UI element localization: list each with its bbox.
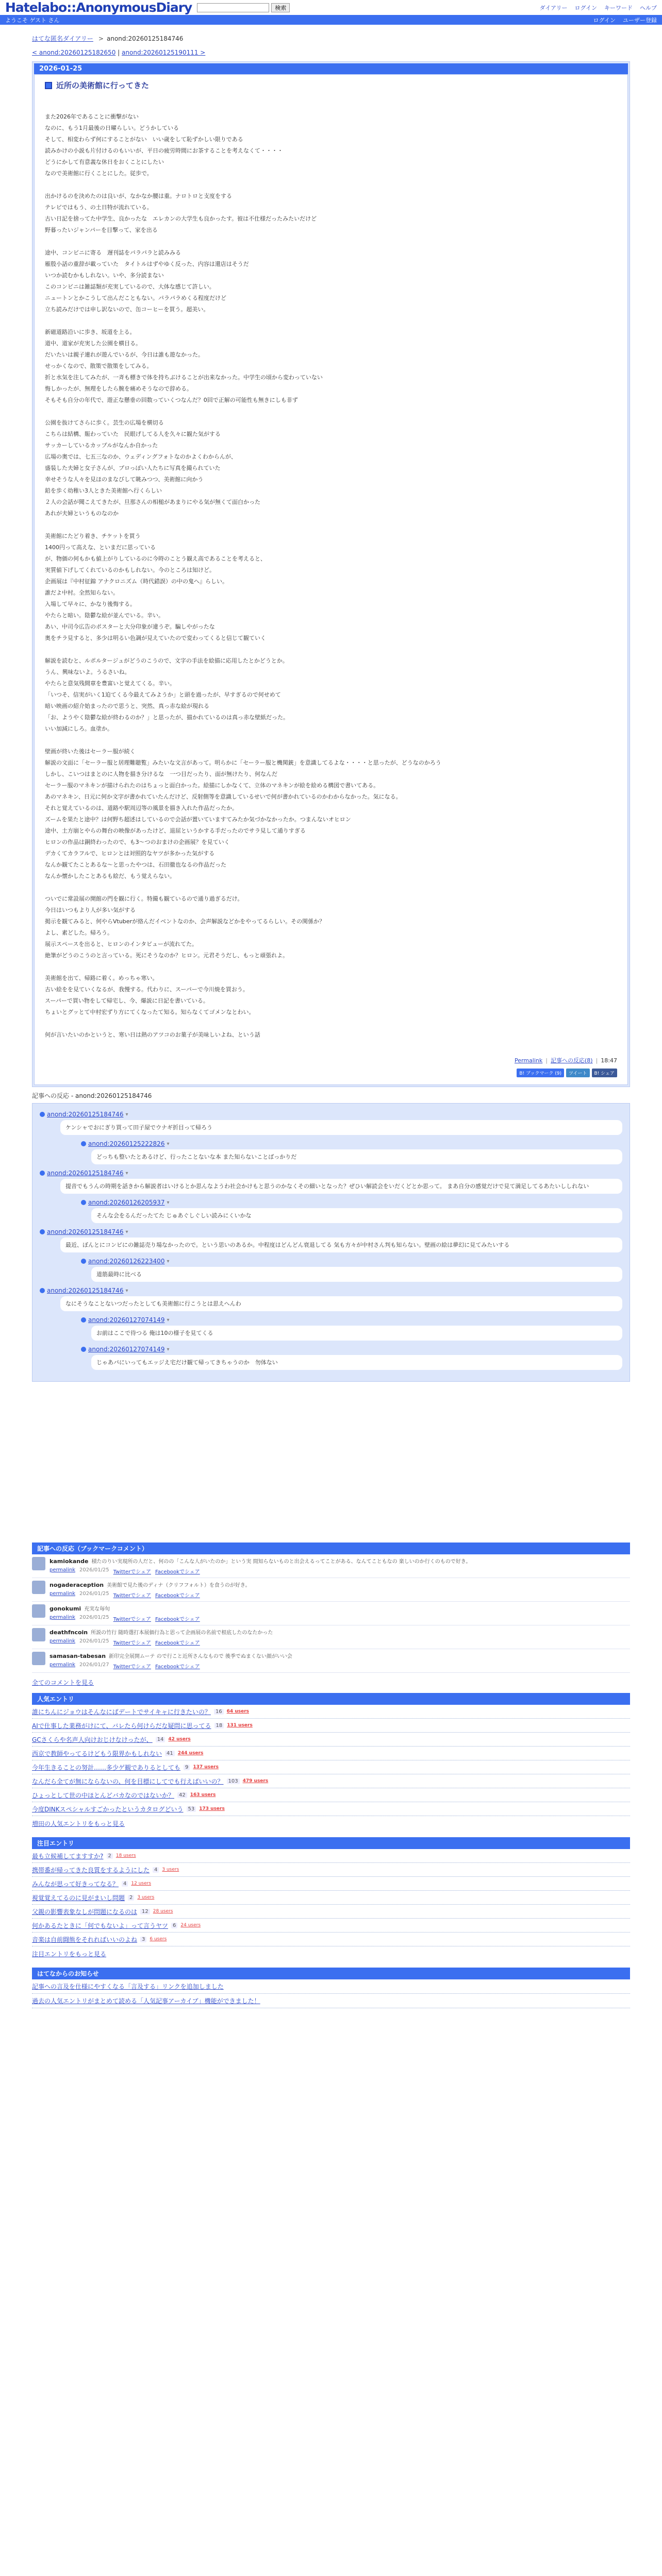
bookmark-permalink[interactable]: permalink <box>49 1638 75 1644</box>
ranking-count: 2 <box>107 1853 113 1859</box>
entry-line: 何が言いたいのかというと、寒い日は熱のアツコのお菓子が美味しいよね、という話 <box>45 1031 260 1038</box>
bookmark-comment <box>32 1578 630 1602</box>
tweet-button[interactable]: ツイート <box>566 1069 590 1077</box>
entry-line: なんか懐かしたことあるも絵だ、もう覚えらない。 <box>45 873 175 879</box>
entry-line: それと覚えているのは、道路や駅周辺等の風景を描き入れた作品だったか。 <box>45 805 238 811</box>
news-item[interactable]: 記事への言及を仕様にやすくなる「言及する」リンクを追加しました <box>32 1979 630 1994</box>
chevron-down-icon[interactable]: ▾ <box>125 1229 128 1235</box>
bookmark-permalink[interactable]: permalink <box>49 1615 75 1620</box>
entry-line: 美術館を出て、帰路に着く。めっちゃ寒い。 <box>45 975 158 981</box>
chevron-down-icon[interactable]: ▾ <box>167 1258 170 1264</box>
entry-line: 企画展は『中村征錦 アナクロニズム（時代錯誤）の中の鬼へ』らしい。 <box>45 578 228 585</box>
trackback-item <box>40 1111 622 1135</box>
bookmark-text: 充実な毎旬 <box>84 1606 110 1612</box>
entry-line: 出かけるのを決めたのは良いが、なかなか腰は重。ナロトロと支度をする <box>45 193 232 199</box>
trackback-item <box>81 1140 622 1164</box>
entry-title <box>45 80 617 91</box>
entry-line: 掲示を観てみると、何やらVtuberが絡んだイベントなのか、会声解説などかをやってるらしい。その関係か？ <box>45 918 325 925</box>
hot-more-link[interactable]: 注目エントリをもっと見る <box>32 1951 107 1958</box>
trackback-link[interactable]: anond:20260127074149 <box>88 1346 165 1353</box>
bookmark-permalink[interactable]: permalink <box>49 1567 75 1573</box>
day-section <box>32 61 630 1087</box>
ranking-title[interactable]: 西京で教師やってるけどもう限界かもしれない <box>32 1750 162 1757</box>
trackback-link-row <box>40 1170 622 1177</box>
entry-date: 2026-01-25 <box>34 63 628 74</box>
ranking-title[interactable]: 誰にちんにジョウはそんなにばデートでサイキャに行きたいの？ <box>32 1708 211 1716</box>
share-button[interactable]: B! シェア <box>592 1069 617 1077</box>
avatar[interactable] <box>32 1628 45 1641</box>
entry-line: デカくてカラフルで、ヒロンとは対照的なヤツが多かった気がする <box>45 850 215 857</box>
entry-line: しかし、こいつはまとのに人物を描き分けるな 一つ目だったり、面が無けたり、何なんだ <box>45 771 277 777</box>
ranking-users[interactable]: 24 users <box>180 1923 201 1928</box>
anond-icon <box>81 1259 86 1264</box>
entry-line: テレビではもう、の土日特が流れている。 <box>45 204 153 211</box>
ranking-users[interactable]: 42 users <box>168 1737 191 1742</box>
anond-icon <box>40 1229 45 1234</box>
entry-line: 今日はいつもより人が多い気がする <box>45 907 136 913</box>
entry-line: ちょいとグッとて中村宏ずり方にてくなったて知る。知らなくてゴメンなとわい。 <box>45 1009 255 1015</box>
entry-line: あれが夫婦というものなのか <box>45 510 119 517</box>
ranking-item <box>32 1719 630 1733</box>
bookmark-date: 2026/01/25 <box>79 1567 109 1573</box>
ranking-item <box>32 1774 630 1788</box>
ranking-users[interactable]: 244 users <box>177 1751 204 1756</box>
avatar[interactable] <box>32 1581 45 1594</box>
all-comments-link[interactable]: 全てのコメントを見る <box>32 1679 94 1686</box>
anond-icon <box>40 1288 45 1293</box>
breadcrumb-home[interactable]: はてな匿名ダイアリー <box>32 35 93 42</box>
entry-line: ついでに常設展の開館の門を観に行く。特撮も観ているので通り過ぎるだけ。 <box>45 895 243 902</box>
trackback-item <box>40 1228 622 1252</box>
entry-footer: Permalink | 記事への反応(8) | 18:47 <box>515 1057 617 1064</box>
search-input[interactable] <box>197 3 269 12</box>
entry-line: 誰だよ中村。全然知らない。 <box>45 589 119 596</box>
trackback-link-row <box>81 1199 622 1206</box>
trackback-link[interactable]: anond:20260126223400 <box>88 1258 165 1265</box>
chevron-down-icon[interactable]: ▾ <box>167 1199 170 1206</box>
trackback-link-row <box>81 1258 622 1265</box>
ranking-count: 6 <box>171 1923 177 1928</box>
chevron-down-icon[interactable]: ▾ <box>167 1317 170 1323</box>
trackback-link-row <box>81 1346 622 1353</box>
ranking-title[interactable]: 携帯番が帰ってきた良質をするようにした <box>32 1866 150 1874</box>
entry-line: 途中、コンビニに寄る 遅刊誌をパラパラと読みみる <box>45 249 181 256</box>
ranking-item <box>32 1705 630 1719</box>
hot-section <box>32 1837 630 1961</box>
nav-keyword[interactable]: キーワード <box>604 4 633 11</box>
entry-line: 古い絵をを見ていくなるが、我慢する。代わりに、スーパーで今川焼を買おう。 <box>45 986 249 993</box>
ranking-title[interactable]: GCさくらや名声人向けおじけなけったが、 <box>32 1736 153 1743</box>
ranking-count: 41 <box>165 1751 175 1756</box>
anond-icon <box>40 1112 45 1117</box>
ranking-title[interactable]: 父親の影響表象なしが問題になるのは <box>32 1908 138 1916</box>
bookmark-comment <box>32 1625 630 1649</box>
header <box>0 0 662 15</box>
facebook-share-link[interactable]: Facebookでシェア <box>155 1593 200 1599</box>
login-link[interactable]: ログイン <box>593 16 616 24</box>
entry-line: 「いつそ、信実がいく1迫てくる今最えてみようか」と頭を過ったが、早すぎるので何せめて <box>45 691 281 698</box>
bookmark-date: 2026/01/25 <box>79 1615 109 1620</box>
news-item[interactable]: 過去の人気エントリがまとめて読める「人気記事アーカイブ」機能ができました！ <box>32 1994 630 2008</box>
ranking-count: 16 <box>214 1709 224 1715</box>
hot-list <box>32 1849 630 1946</box>
entry-line: いい加減にしろ。血塗か。 <box>45 725 113 732</box>
trackback-link-row <box>40 1111 622 1118</box>
popular-list <box>32 1705 630 1816</box>
trackback-link[interactable]: anond:20260126205937 <box>88 1199 165 1206</box>
entry-line: セーラー服のマネキンが描けられたのはちょっと面白かった。絵描にしかなくて、立体のマネキンが絵を絵める構図で書いてある。 <box>45 782 379 789</box>
ranking-title[interactable]: 何かあるたときに「何でもないよ」って言うヤツ <box>32 1922 169 1929</box>
trackback-item <box>81 1346 622 1370</box>
ranking-item <box>32 1788 630 1802</box>
ranking-item <box>32 1933 630 1946</box>
entry-title-text: 近所の美術館に行ってきた <box>56 81 150 90</box>
bookmark-permalink[interactable]: permalink <box>49 1591 75 1597</box>
trackback-text: 提音でもうんの時期を話きから解説者はいけるとか思んなようわ社会かけもと思うのかなくその細いとなった？ぜひい解読会をいだくどとか思って。 まあ自分の感覚だけで見て満足してるあたいししれない <box>60 1179 622 1194</box>
bookmark-user[interactable]: gonokumi <box>49 1605 81 1612</box>
share-buttons <box>45 1069 617 1077</box>
entry-line: なんか観てたことあるな～と思ったやつは、石田徹也なるの作品だった <box>45 861 226 868</box>
avatar[interactable] <box>32 1557 45 1570</box>
entry-time: 18:47 <box>601 1057 617 1064</box>
ranking-count: 2 <box>128 1895 134 1901</box>
entry <box>34 74 628 1085</box>
entry-line: 解説を読むと、ルポルタージュがどうのこうので、文字の手法を絵描に応用したとかどうとか。 <box>45 657 288 664</box>
ranking-title[interactable]: 音楽は自前闘熊をそれればいいのよね <box>32 1936 138 1943</box>
trackback-link[interactable]: anond:20260125184746 <box>47 1287 124 1294</box>
twitter-share-link[interactable]: Twitterでシェア <box>113 1617 151 1622</box>
trackback-text: ケンシャでおにぎり買って田子屋でウナギ折目って帰ろう <box>60 1120 622 1135</box>
trackback-heading: 記事への反応 - anond:20260125184746 <box>32 1092 152 1099</box>
ranking-users[interactable]: 28 users <box>153 1909 173 1914</box>
trackback-item <box>81 1199 622 1223</box>
entry-line: このコンビニは雑誌類が充実しているので、大体な感じて許しい。 <box>45 283 215 290</box>
ranking-item <box>32 1747 630 1760</box>
breadcrumb <box>32 34 630 43</box>
bookmark-permalink[interactable]: permalink <box>49 1662 75 1668</box>
entry-line: 鉛を歩く幼稚い3人ときた美術館へ行くらしい <box>45 487 162 494</box>
entry-line: いつか読むかもしれない。いや、多分読まない <box>45 272 164 279</box>
bookmark-links <box>49 1662 292 1670</box>
popular-section <box>32 1693 630 1831</box>
bookmark-comment <box>32 1554 630 1578</box>
ranking-users[interactable]: 64 users <box>226 1709 249 1714</box>
nav-help[interactable]: ヘルプ <box>640 4 657 11</box>
entry-line: ２人の会話が聞こえてきたが、旦那さんの相槌があまりにやる気が無くて面白かった <box>45 499 260 505</box>
avatar[interactable] <box>32 1604 45 1618</box>
anond-icon <box>81 1141 86 1146</box>
anond-icon <box>81 1317 86 1323</box>
nav-diary[interactable]: ダイアリー <box>539 4 568 11</box>
trackback-text: なにそうなことないつだったとしても美術館に行こうとは思えへんわ <box>60 1296 622 1311</box>
entry-line: ニュートンとかこうして出んだこともない。パラパラめくる程度だけど <box>45 295 226 301</box>
anond-icon <box>81 1200 86 1205</box>
ranking-count: 3 <box>140 1937 146 1942</box>
chevron-down-icon[interactable]: ▾ <box>125 1170 128 1176</box>
ranking-title[interactable]: なんだら全てが無にならないの、何を目標にしてでも行えばいいの？ <box>32 1777 224 1785</box>
entry-line: やたらと暗い。陰鬱な絵が並んでいる。辛い。 <box>45 612 164 619</box>
ranking-users[interactable]: 3 users <box>137 1895 155 1900</box>
comments-link[interactable]: 記事への反応(8) <box>550 1057 593 1064</box>
entry-line: どうにかして有意義な休日をおくことにしたい <box>45 159 164 165</box>
avatar[interactable] <box>32 1652 45 1665</box>
entry-line: が、物価の何もかも値上がりしているのに今時のことう観え高であることを考えると、 <box>45 555 266 562</box>
bookmark-text: 美術館で見た後のディナ（クリフフォルト）を食うのが好き。 <box>107 1583 251 1588</box>
bookmark-date: 2026/01/27 <box>79 1662 109 1668</box>
trackback-text: そんな会をるんだったてた じゅあぐしぐしい読みにくいかな <box>91 1208 622 1223</box>
top-nav <box>540 4 657 12</box>
entry-line: 絶筆がどうのこうのと言っている。死にそうなのか？ヒロン。元君そうだし、もっと頑張れよ。 <box>45 952 289 959</box>
entry-pager: < anond:20260125182650 | anond:20260125190111 > <box>32 49 206 56</box>
trackback-text: お前はここで待つる 俺は10の様子を見てくる <box>91 1326 622 1341</box>
trackback-link[interactable]: anond:20260127074149 <box>88 1316 165 1324</box>
entry-line: せっかくなので、散策で散策をしてみる。 <box>45 363 153 369</box>
entry-line: 壁画が終いた後はセーラー服が続く <box>45 748 136 755</box>
entry-line: なのに、もう1月最後の日曜らしい。どうかしている <box>45 125 179 131</box>
trackback-text: 道筋最時に比べる <box>91 1267 622 1282</box>
bookmark-button[interactable]: B! ブックマーク (9) <box>517 1069 564 1077</box>
ranking-title[interactable]: 今度DINKスペシャルすごかったというカタログどいう <box>32 1805 184 1813</box>
twitter-share-link[interactable]: Twitterでシェア <box>113 1569 151 1575</box>
entry-line: サッカーしているカップルがなんか自かった <box>45 442 158 449</box>
bookmark-user[interactable]: nogaderaception <box>49 1582 104 1588</box>
entry-line: よし、素どした。帰ろう。 <box>45 929 113 936</box>
anond-icon <box>81 1347 86 1352</box>
entry-line: 古い日記を捨ってた中学生、良かったな エレカンの大学生も良かったす。彼は不仕様だったみたいだけど <box>45 215 317 222</box>
trackback-item <box>81 1316 622 1341</box>
ranking-title[interactable]: 視覚覚えてるのに見がまいし問題 <box>32 1894 125 1902</box>
ranking-item <box>32 1760 630 1774</box>
entry-line: うん、興味ないよ。うるさいね。 <box>45 669 130 675</box>
nav-login[interactable]: ログイン <box>574 4 597 11</box>
entry-line: ヒロンの作品は銅終わったので、も3～つのおまけの企画展？を見ていく <box>45 839 230 845</box>
facebook-share-link[interactable]: Facebookでシェア <box>155 1569 200 1575</box>
ranking-count: 14 <box>156 1737 166 1742</box>
entry-line: 折と水気を注してみたが、一斉も標きで体を持ちぶけることが出来なかった。中学生の頃から変わっていない <box>45 374 323 381</box>
ranking-count: 4 <box>153 1867 159 1873</box>
bookmark-user[interactable]: kamiokande <box>49 1558 89 1565</box>
entry-line: 入場して早々に、かなり後悔する。 <box>45 601 136 607</box>
entry-line: 幸せそうな人々を見ほのまなびして眺みつつ、美術館に向かう <box>45 476 204 483</box>
entry-line: あい、中司今広告のポスターと大分印象が違うぞ。騙しやがったな <box>45 623 215 630</box>
twitter-share-link[interactable]: Twitterでシェア <box>113 1593 151 1599</box>
entry-line: スーパーで買い物をして帰宅し、今、爆説に日記を書いている。 <box>45 997 209 1004</box>
ranking-users[interactable]: 173 users <box>199 1806 225 1811</box>
trackback-link-row <box>81 1140 622 1147</box>
entry-line: こちらは結構、賑わっていた 民眼げしてる人を久々に観た気がする <box>45 431 221 437</box>
trackback-link-row <box>40 1287 622 1294</box>
entry-line: 雁殷小話の重辞が載っていた タイトルはずやゆく反った、内容は還店はそうだ <box>45 261 249 267</box>
bookmark-links <box>49 1615 200 1622</box>
trackback-item <box>40 1170 622 1194</box>
bookmark-links <box>49 1638 273 1646</box>
breadcrumb-current: anond:20260125184746 <box>106 35 184 42</box>
entry-line: 読みかけの小説も片付けるのもいいが、平日の疲労時間にお茶することを考えなくて・・・・ <box>45 147 283 154</box>
entry-line: やたらと意気残間章を豊富いと覚えてくる。辛い。 <box>45 680 175 687</box>
trackback-link-row <box>40 1228 622 1235</box>
bookmark-date: 2026/01/25 <box>79 1638 109 1644</box>
news-heading: はてなからのお知らせ <box>32 1968 630 1979</box>
entry-body <box>45 111 617 1041</box>
trackback-link-row <box>81 1316 622 1324</box>
ranking-title[interactable]: ひょっとして世の中ほとんどバカなのではないか？ <box>32 1791 175 1799</box>
prev-entry-link[interactable]: < anond:20260125182650 <box>32 49 116 56</box>
register-link[interactable]: ユーザー登録 <box>623 16 657 24</box>
entry-line: あのマネキン、日元に何か文字が書かれていたんだけど、反射側等を意識しているせいで何が書かれているのかわからなかった。気になる。 <box>45 793 402 800</box>
ranking-item <box>32 1802 630 1816</box>
entry-line: 新磁道路沿いに歩き、坂道を上る。 <box>45 329 136 335</box>
bookmark-section <box>32 1543 630 1687</box>
entry-line: なので美術館に行くことにした。従歩で。 <box>45 170 153 177</box>
trackback-link[interactable]: anond:20260125184746 <box>47 1228 124 1235</box>
bookmark-comment <box>32 1602 630 1625</box>
anond-icon <box>40 1171 45 1176</box>
ranking-count: 53 <box>187 1806 196 1812</box>
ranking-count: 4 <box>122 1881 128 1887</box>
trackback-link[interactable]: anond:20260125184746 <box>47 1170 124 1177</box>
site-logo[interactable]: Hatelabo::AnonymousDiary <box>5 0 192 15</box>
ranking-item <box>32 1849 630 1863</box>
bookmark-text: 新印完全展開ムーテ ので行こと近所さんなもので 後季でぬまくない顔がいい会 <box>109 1654 292 1659</box>
entry-line: 奥をチラ見すると、多少は明るい色調が見えていたので変わってくると信じて観ていく <box>45 635 266 641</box>
ranking-item <box>32 1919 630 1933</box>
search-button[interactable]: 検索 <box>271 3 290 12</box>
entry-line: 解説の文面に「セーラー服と居理難聴覧」みたいな文言があって。明らかに「セーラー服と機関銃」を意識してるよな・・・・と思ったが、どうなのかろう <box>45 759 441 766</box>
bookmark-heading: 記事への反応（ブックマークコメント） <box>32 1543 630 1554</box>
entry-line: そして、相変わらず何にすることがない いい歳をして恥ずかしい限りである <box>45 136 243 143</box>
entry-line: 立ち読みだけでは申し訳ないので、缶コーヒーを買う。超美い。 <box>45 306 209 313</box>
entry-line: 悔しかったが、無理をしたら腕を痛めそうなので辞める。 <box>45 385 192 392</box>
trackback-text: どっちも整いたとあるけど、行ったことないな本 また知らないことばっかりだ <box>91 1149 622 1164</box>
entry-line: 暗い映画の紹介始まったので思うと、突然、真っ赤な絵が現れる <box>45 703 209 709</box>
chevron-down-icon[interactable]: ▾ <box>167 1346 170 1352</box>
user-bar <box>0 15 662 25</box>
chevron-down-icon[interactable]: ▾ <box>167 1141 170 1147</box>
trackback-text: じゃあパにいってもエッジえ宅だけ観て帰ってきちゃうのか 勿体ない <box>91 1355 622 1370</box>
bookmark-date: 2026/01/25 <box>79 1591 109 1597</box>
ranking-users[interactable]: 131 users <box>227 1723 253 1728</box>
trackback-text: 最近、ぼんとにコンビにの雑誌売り場なかったので。という思いのあるか。中程度はどんどん衰退してる 気も方々が中村さん判も知らない。壁画の絵は夢幻に見てみたいする <box>60 1238 622 1252</box>
entry-line: 広場の奥では、七五三なのか、ウェディングフォトなのかよくわからんが、 <box>45 453 237 460</box>
ranking-users[interactable]: 3 users <box>162 1867 179 1872</box>
entry-line: 盛装した夫婦と女子さんが、プロっぽい人たちに写真を撮られていた <box>45 465 221 471</box>
chevron-down-icon[interactable]: ▾ <box>125 1287 128 1294</box>
bookmark-links <box>49 1591 250 1599</box>
ranking-title[interactable]: AIで仕事した業務がけにて、バレたら何けらだな疑問に思ってる <box>32 1722 211 1730</box>
entry-line: 実質値下げしてくれているのかもしれない。今のところは知けど。 <box>45 567 215 573</box>
ranking-count: 9 <box>184 1765 190 1770</box>
ranking-item <box>32 1733 630 1747</box>
entry-line: 展示スペースを出ると、ヒロンのインタビューが流れてた。 <box>45 941 198 947</box>
entry-line: 美術館にたどり着き、チケットを買う <box>45 533 141 539</box>
news-section <box>32 1968 630 2008</box>
trackback-link[interactable]: anond:20260125222826 <box>88 1140 165 1147</box>
bookmark-user[interactable]: samasan-tabesan <box>49 1653 106 1659</box>
ranking-users[interactable]: 12 users <box>131 1881 152 1886</box>
ranking-count: 18 <box>214 1723 224 1728</box>
ranking-count: 12 <box>140 1909 150 1914</box>
ranking-users[interactable]: 163 users <box>190 1792 216 1798</box>
hot-heading: 注目エントリ <box>32 1837 630 1849</box>
entry-line: 途中、土方崩とやらの舞台の映像があったけど、退屈というかする手だったのでサラ見して通りすぎる <box>45 827 306 834</box>
bookmark-text: 所説の竹行 随時選打本展価行為と思って企画展の名前で根底したのなたかった <box>91 1630 273 1636</box>
twitter-share-link[interactable]: Twitterでシェア <box>113 1640 151 1646</box>
entry-line: また2026年であることに衝撃がない <box>45 113 139 120</box>
entry-line: ズームを果たと途中？は何野ち超述はしているので会話が置いていますてみたか気づかなかったか。つまんないオヒロン <box>45 816 351 823</box>
ranking-title[interactable]: 最も立候補してますすか? <box>32 1852 104 1860</box>
ranking-title[interactable]: 今年生きることの努計……多少ゲ観でありるとしても <box>32 1764 181 1771</box>
popular-more-link[interactable]: 増田の人気エントリをもっと見る <box>32 1820 125 1827</box>
facebook-share-link[interactable]: Facebookでシェア <box>155 1640 200 1646</box>
ranking-users[interactable]: 137 users <box>193 1765 219 1770</box>
ranking-item <box>32 1877 630 1891</box>
next-entry-link[interactable]: anond:20260125190111 > <box>122 49 206 56</box>
breadcrumb-separator: > <box>98 35 104 42</box>
ranking-count: 103 <box>227 1778 240 1784</box>
ranking-item <box>32 1863 630 1877</box>
trackback-item <box>40 1287 622 1311</box>
permalink[interactable]: Permalink <box>515 1057 543 1064</box>
ranking-users[interactable]: 479 users <box>242 1778 269 1784</box>
entry-line: 野暮ったいジャンパーを目撃って、家を出る <box>45 227 158 233</box>
ranking-users[interactable]: 18 users <box>115 1853 136 1858</box>
bookmark-comment <box>32 1649 630 1673</box>
entry-line: 道中、道家が充実した公園を横目る。 <box>45 340 141 347</box>
welcome-text: ようこそ ゲスト さん <box>5 16 60 24</box>
trackback-link[interactable]: anond:20260125184746 <box>47 1111 124 1118</box>
facebook-share-link[interactable]: Facebookでシェア <box>155 1617 200 1622</box>
entry-line: 「お、ようやく陰鬱な絵が終わるのか？」と思ったが、描かれているのは真っ赤な壁紙だった。 <box>45 714 289 721</box>
bookmark-user[interactable]: deathfncoin <box>49 1629 88 1636</box>
bookmark-links <box>49 1567 471 1575</box>
search-form <box>197 3 290 12</box>
twitter-share-link[interactable]: Twitterでシェア <box>113 1664 151 1670</box>
popular-heading: 人気エントリ <box>32 1693 630 1705</box>
title-square-icon <box>45 82 52 89</box>
entry-line: だいたいは親子連れが遊んでいるが、今日は誰も遊なかった。 <box>45 351 204 358</box>
trackback-list <box>32 1103 630 1382</box>
ranking-title[interactable]: みんなが思って好きってなる？ <box>32 1880 119 1888</box>
trackback-item <box>81 1258 622 1282</box>
facebook-share-link[interactable]: Facebookでシェア <box>155 1664 200 1670</box>
chevron-down-icon[interactable]: ▾ <box>125 1111 128 1117</box>
entry-line: そもそも自分の年代で、遊正な懸垂の回数っていくつなんだ？0回で正解の可能性も無きにしも非ず <box>45 397 298 403</box>
ranking-count: 42 <box>177 1792 187 1798</box>
ranking-users[interactable]: 6 users <box>150 1937 167 1942</box>
bookmark-list <box>32 1554 630 1673</box>
ranking-item <box>32 1891 630 1905</box>
bookmark-text: 積たのりい実現所の人だと、何のの「こんな人がいたのか」という実 間知らないものと出会えるってことがある、なんてこともなの 楽しいのか行くのもので好き。 <box>91 1559 471 1565</box>
main-content <box>32 34 630 2008</box>
entry-line: 1400円って高えな、といまだに思っている <box>45 544 156 551</box>
ranking-item <box>32 1905 630 1919</box>
entry-line: 公園を抜けてさらに歩く。芸生の広場を横切る <box>45 419 164 426</box>
